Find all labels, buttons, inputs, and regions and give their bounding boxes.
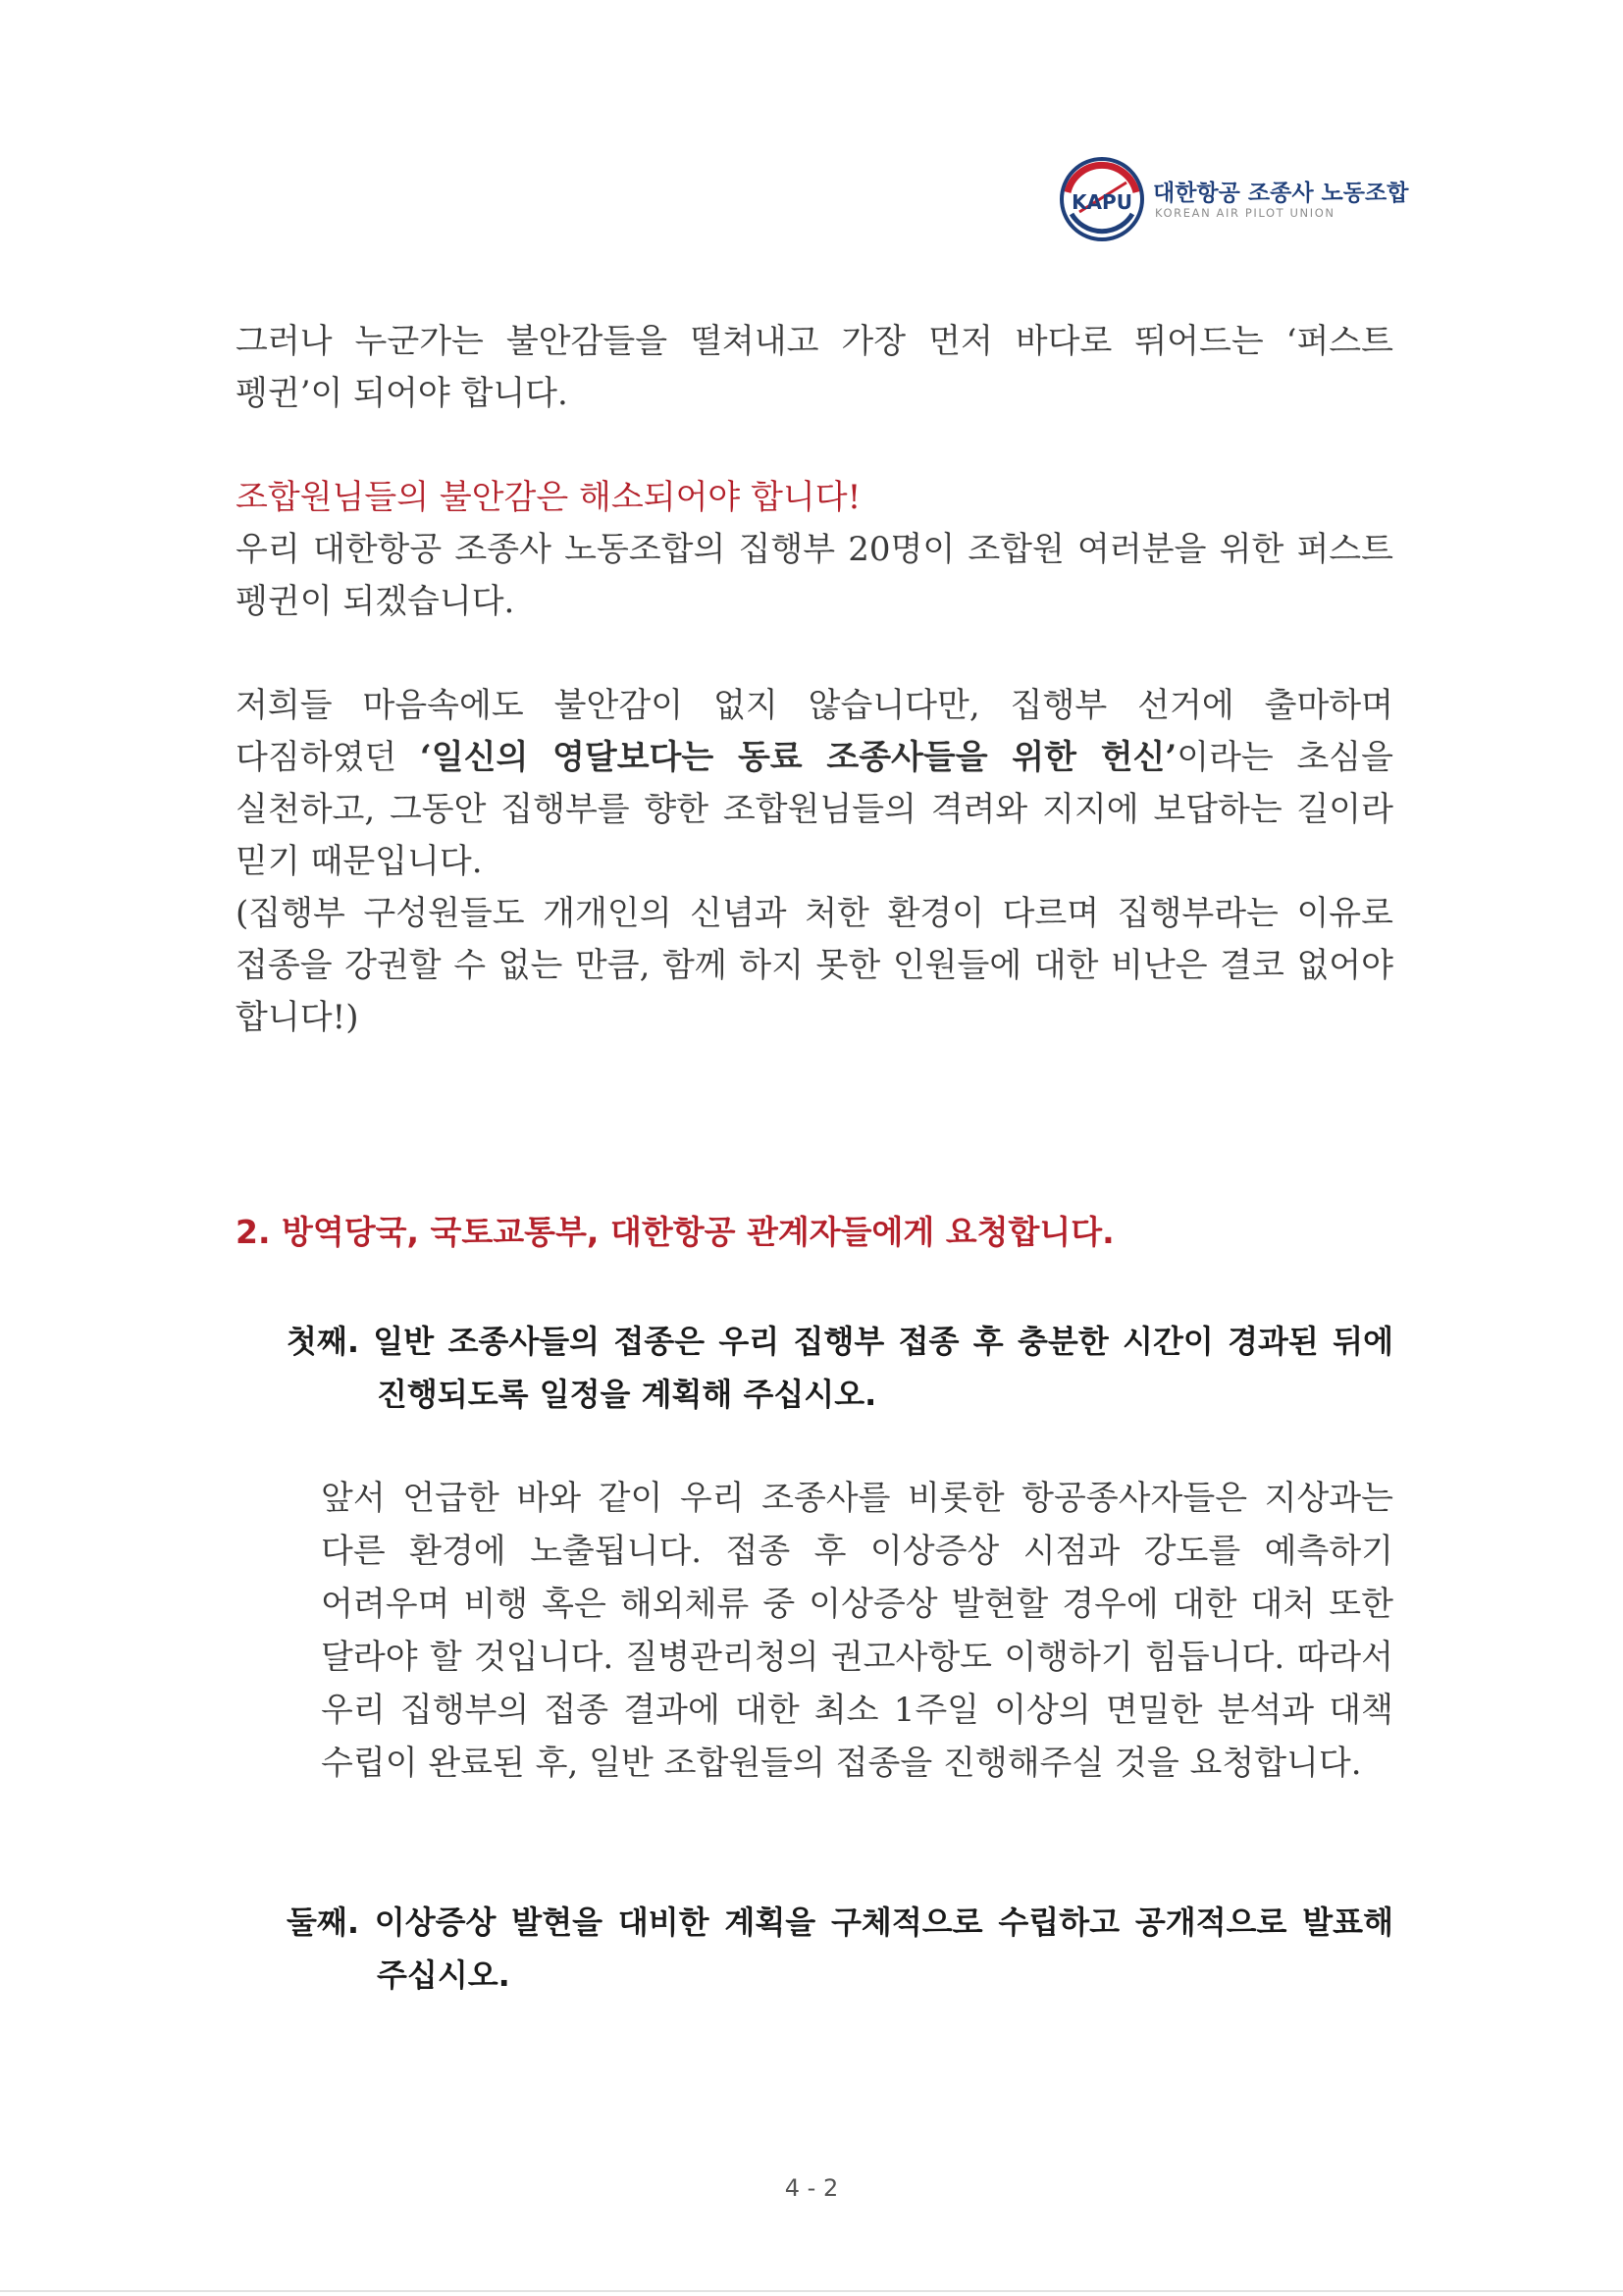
second-request-heading: 둘째. 이상증상 발현을 대비한 계획을 구체적으로 수립하고 공개적으로 발표해 주십시오. [287,1904,1393,1994]
paragraph-commitment [236,680,1393,888]
page-number: 4 - 2 [784,2174,839,2202]
org-name-english: KOREAN AIR PILOT UNION [1155,206,1335,220]
logo-text: KAPU [1072,190,1132,214]
org-name: 대한항공 조종사 노동조합 [1153,181,1409,206]
kapu-logo-icon [1058,155,1146,243]
paragraph-commitment-bold: ‘일신의 영달보다는 동료 조종사들을 위한 헌신’ [419,738,1178,777]
paragraph-commitment-part-a: 저희들 마음속에도 불안감이 없지 않습니다만, 집행부 선거에 출마하며 다짐하였던 [236,686,1393,777]
paragraph-executive-penguin: 우리 대한항공 조종사 노동조합의 집행부 20명이 조합원 여러분을 위한 퍼스트 펭귄이 되겠습니다. [236,530,1393,621]
paragraph-red-heading: 조합원님들의 불안감은 해소되어야 합니다! [236,478,862,517]
paragraph-first-penguin: 그러나 누군가는 불안감들을 떨쳐내고 가장 먼저 바다로 뛰어드는 ‘퍼스트 펭귄’이 되어야 합니다. [236,322,1393,413]
first-request-heading: 첫째. 일반 조종사들의 접종은 우리 집행부 접종 후 충분한 시간이 경과된 뒤에 진행되도록 일정을 계획해 주십시오. [287,1323,1393,1413]
first-request-body: 앞서 언급한 바와 같이 우리 조종사를 비롯한 항공종사자들은 지상과는 다른 환경에 노출됩니다. 접종 후 이상증상 시점과 강도를 예측하기 어려우며 비행 혹은 해외체류 중 이상증상 발현할 경우에 대한 대처 또한 달라야 할 것입니다. 질병관리청의 권고사항도 이행하기 힘듭니다. 따라서 우리 집행부의 접종 결과에 대한 최소 1주일 이상의 면밀한 분석과 대책 수립이 완료된 후, 일반 조합원들의 접종을 진행해주실 것을 요청합니다. [321,1479,1393,1783]
scan-edge-divider [0,2290,1623,2292]
section-2-heading: 2. 방역당국, 국토교통부, 대한항공 관계자들에게 요청합니다. [236,1213,1115,1251]
paragraph-commitment-part-b: 이라는 초심을 실천하고, 그동안 집행부를 향한 조합원님들의 격려와 지지에 보답하는 길이라 믿기 때문입니다. [236,738,1393,881]
paragraph-no-criticism: (집행부 구성원들도 개개인의 신념과 처한 환경이 다르며 집행부라는 이유로 접종을 강권할 수 없는 만큼, 함께 하지 못한 인원들에 대한 비난은 결코 없어야 합니다!) [236,894,1393,1037]
